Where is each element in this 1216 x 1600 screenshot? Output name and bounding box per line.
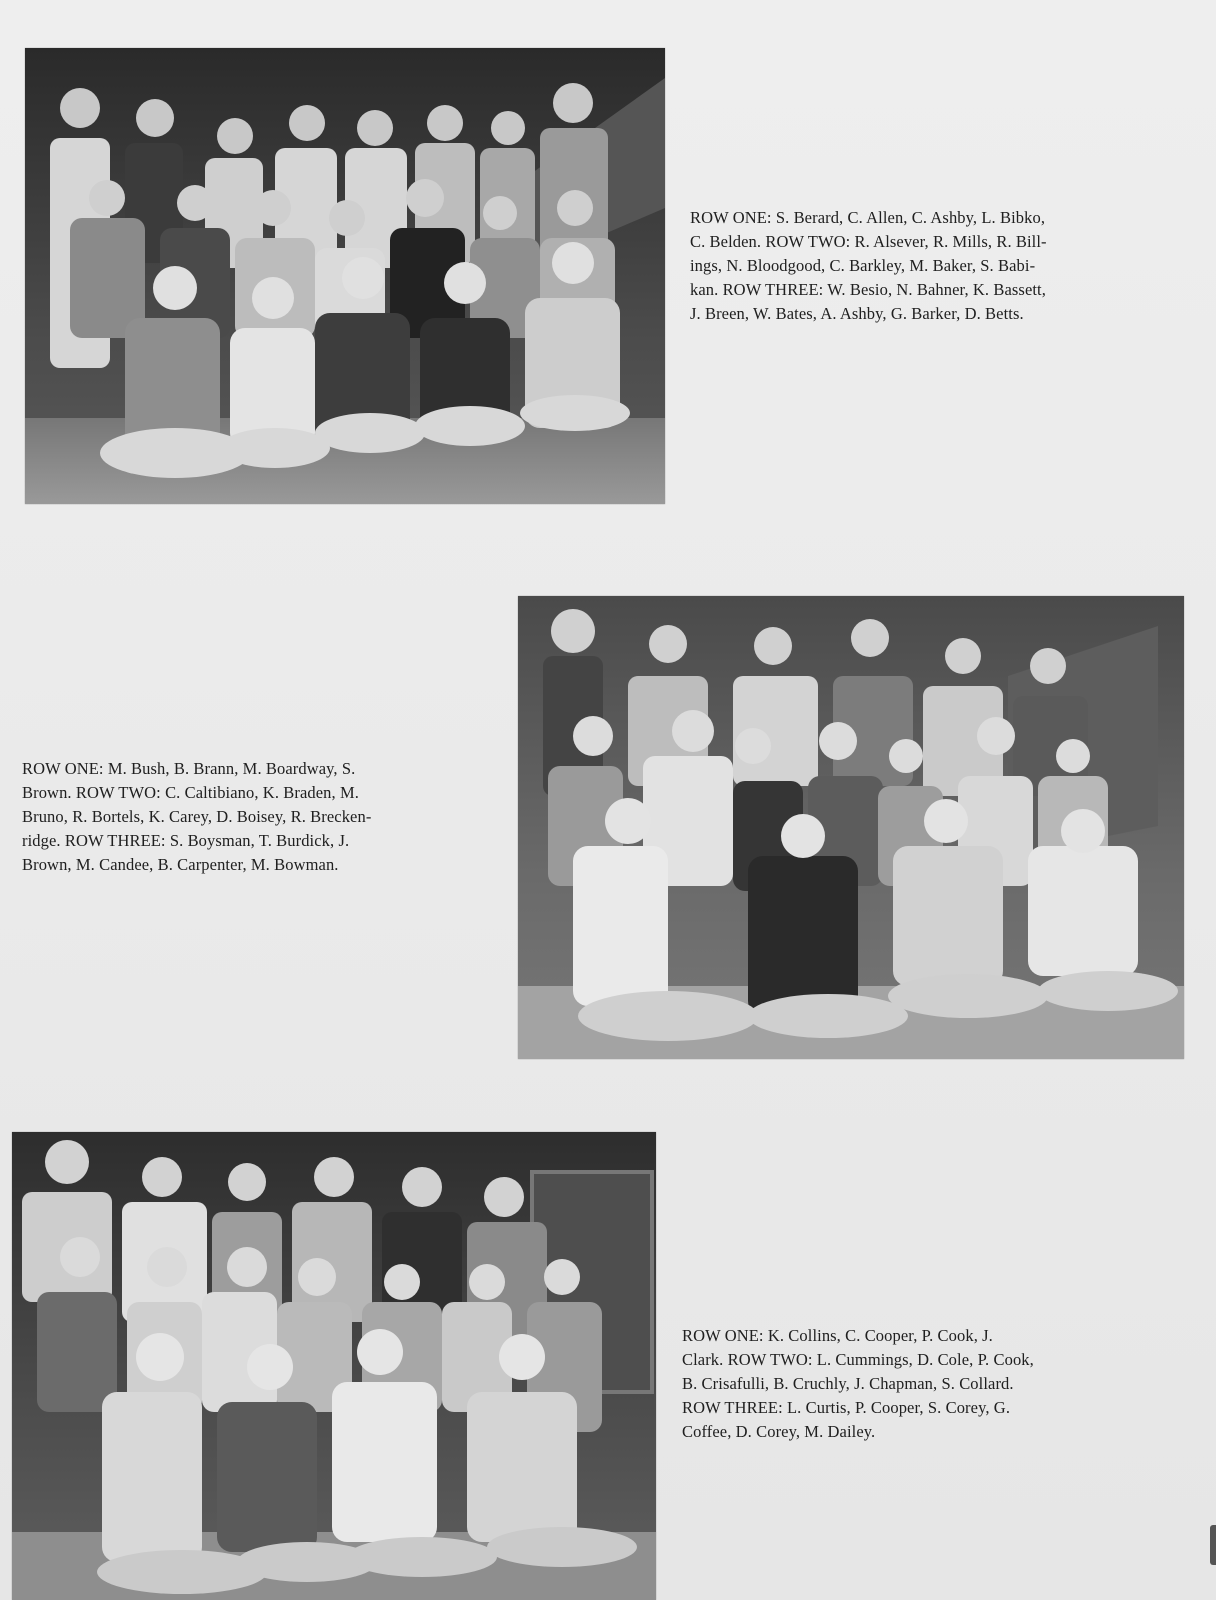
caption-1-line-2: C. Belden. ROW TWO: R. Alsever, R. Mills, R. Bill-	[690, 232, 1047, 251]
caption-3-line-3: B. Crisafulli, B. Cruchly, J. Chapman, S. Collard.	[682, 1374, 1014, 1393]
class-photo-2-image	[518, 596, 1184, 1059]
caption-3-line-2: Clark. ROW TWO: L. Cummings, D. Cole, P. Cook,	[682, 1350, 1034, 1369]
class-photo-1	[25, 48, 665, 504]
caption-2-line-2: Brown. ROW TWO: C. Caltibiano, K. Braden, M.	[22, 783, 359, 802]
caption-2-line-3: Bruno, R. Bortels, K. Carey, D. Boisey, R. Brecken-	[22, 807, 372, 826]
page-edge-mark	[1210, 1525, 1216, 1565]
caption-1-line-5: J. Breen, W. Bates, A. Ashby, G. Barker, D. Betts.	[690, 304, 1024, 323]
class-photo-3-image	[12, 1132, 656, 1600]
class-photo-3	[12, 1132, 656, 1600]
caption-2-line-1: ROW ONE: M. Bush, B. Brann, M. Boardway, S.	[22, 759, 356, 778]
caption-1-line-4: kan. ROW THREE: W. Besio, N. Bahner, K. Bassett,	[690, 280, 1046, 299]
class-photo-1-image	[25, 48, 665, 504]
caption-1-line-3: ings, N. Bloodgood, C. Barkley, M. Baker, S. Babi-	[690, 256, 1036, 275]
caption-1	[690, 206, 1178, 326]
caption-2-line-5: Brown, M. Candee, B. Carpenter, M. Bowman.	[22, 855, 339, 874]
caption-3	[682, 1324, 1180, 1444]
caption-2-line-4: ridge. ROW THREE: S. Boysman, T. Burdick, J.	[22, 831, 350, 850]
caption-1-line-1: ROW ONE: S. Berard, C. Allen, C. Ashby, L. Bibko,	[690, 208, 1046, 227]
caption-3-line-4: ROW THREE: L. Curtis, P. Cooper, S. Corey, G.	[682, 1398, 1011, 1417]
class-photo-2	[518, 596, 1184, 1059]
caption-3-line-5: Coffee, D. Corey, M. Dailey.	[682, 1422, 876, 1441]
caption-3-line-1: ROW ONE: K. Collins, C. Cooper, P. Cook, J.	[682, 1326, 993, 1345]
caption-2	[22, 757, 496, 877]
